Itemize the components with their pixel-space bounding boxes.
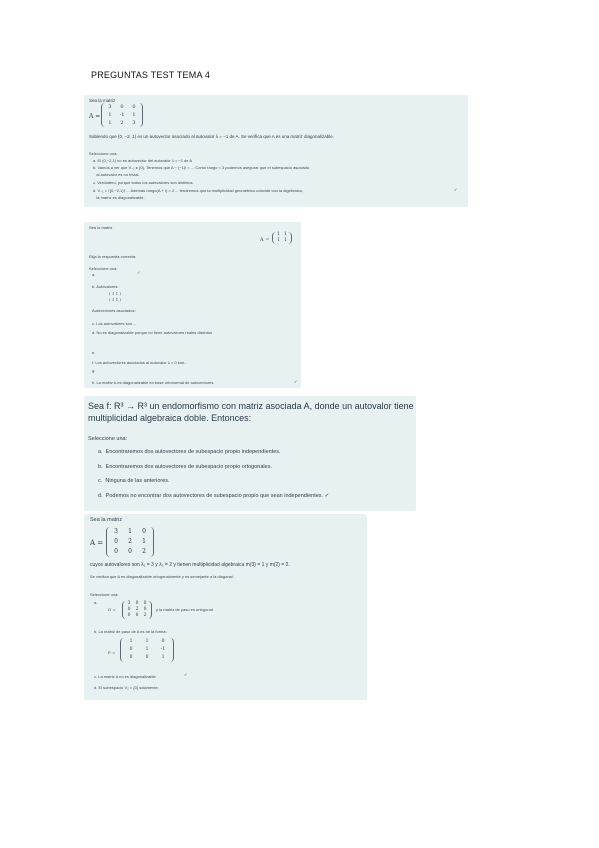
q2-matrix-label: A = — [260, 237, 270, 243]
q1-option[interactable] — [93, 180, 194, 186]
q3-option-text: Podemos no encontrar dos autovectores de subespacio propio que sean independientes. — [105, 493, 324, 499]
q4-opt-b-label: P = — [108, 650, 116, 655]
q1-matrix-cell: 0 — [120, 104, 124, 110]
q4-opt-b-matrix-cell: -1 — [160, 647, 166, 652]
q4-opt-a-matrix-cell: 0 — [127, 613, 131, 618]
q4-matrix-cell: 0 — [128, 548, 132, 555]
check-icon: ✓ — [294, 379, 298, 384]
check-icon: ✓ — [137, 270, 141, 275]
q1-option[interactable] — [93, 158, 192, 164]
q2-line-a[interactable]: a. — [92, 272, 96, 277]
question-3-panel — [84, 396, 416, 511]
q4-opt-a-text: y la matriz de paso es ortogonal — [156, 607, 213, 612]
q3-option[interactable] — [98, 448, 281, 456]
q4-matrix-cell: 1 — [128, 528, 132, 535]
q1-matrix-label: A = — [89, 113, 101, 120]
q4-opt-a-matrix-cell: 2 — [135, 607, 139, 612]
q2-matrix-cell: 1 — [277, 238, 280, 243]
q4-matrix-cell: 3 — [114, 528, 118, 535]
q4-opt-a-label: D = — [108, 607, 116, 612]
q4-matrix-cell: 2 — [128, 538, 132, 545]
q4-opt-b-matrix-cell: 0 — [129, 655, 133, 660]
q4-opt-c-text[interactable]: c. La matriz A no es diagonalizable. — [94, 674, 157, 679]
check-icon: ✓ — [184, 672, 188, 677]
q2-line-f[interactable]: f. Los autovectores asociados al autovalor λ = 0 son... — [92, 360, 188, 365]
q1-option-text: El (0,−2,1) no es autovector del autovalor λ = −1 de A — [97, 158, 193, 163]
q2-matrix — [272, 232, 292, 244]
q3-option[interactable] — [98, 492, 329, 500]
q3-option-text: Encontraremos dos autovectores de subespacio propio ortogonales. — [105, 464, 272, 470]
q4-matrix-cell: 1 — [142, 538, 146, 545]
q4-opt-b-matrix-cell: 1 — [129, 639, 133, 644]
q4-opt-b-matrix — [120, 638, 174, 662]
q1-matrix-cell: 2 — [120, 120, 124, 126]
q1-option-text: la matriz es diagonalizable. — [96, 195, 145, 200]
q1-option-letter: a. — [93, 158, 98, 163]
q3-option-letter: d. — [98, 493, 106, 499]
q4-statement: cuyos autovalores son λ₁ = 3 y λ₂ = 2 y tienen multiplicidad algebraica m(3) = 1 y m(2) = 2. — [90, 562, 290, 568]
q4-opt-a-matrix-cell: 2 — [143, 613, 147, 618]
q4-opt-a-letter[interactable]: a. — [94, 600, 98, 605]
q1-option — [93, 195, 145, 201]
q2-line-h[interactable]: h. La matriz A es diagonalizable en base ortonormal de autovectores. — [92, 380, 215, 385]
q2-line-b[interactable]: b. Autovalores: — [92, 284, 119, 289]
q4-matrix-cell: 0 — [142, 528, 146, 535]
q4-opt-a-matrix-cell: 0 — [135, 613, 139, 618]
q1-option-text: al autovalor es no trivial. — [96, 172, 140, 177]
q1-option-letter: d. — [93, 188, 98, 193]
question-1-panel — [84, 95, 468, 207]
q1-select-label: Seleccione una: — [89, 151, 118, 156]
q4-opt-a-matrix-cell: 0 — [127, 607, 131, 612]
q4-opt-b-matrix-cell: 1 — [161, 655, 165, 660]
q3-option-text: Encontraremos dos autovectores de subespacio propio independientes. — [105, 449, 281, 455]
q2-line-d[interactable]: d. No es diagonalizable porque no tiene autovalores reales distintos — [92, 330, 213, 335]
q1-option-letter: c. — [93, 180, 98, 185]
q1-intro: Sea la matriz — [89, 98, 116, 103]
q4-opt-b-matrix-cell: 0 — [145, 655, 149, 660]
q3-option-letter: c. — [98, 478, 106, 484]
q4-opt-a-matrix-cell: 3 — [127, 601, 131, 606]
q4-select-label: Seleccione una: — [90, 592, 119, 597]
q3-statement-line1: Sea f: R³ → R³ un endomorfismo con matriz asociada A, donde un autovalor tiene — [88, 401, 414, 411]
q1-matrix-cell: 3 — [108, 104, 112, 110]
q4-statement2: Se verifica que A es diagonalizable ortogonalmente y es semejante a la diagonal: — [90, 574, 234, 579]
q3-option-text: Ninguna de las anteriores. — [105, 478, 170, 484]
q2-line-c[interactable]: c. Los autovalores son ... — [92, 321, 137, 326]
q4-opt-a-matrix-cell: 0 — [135, 601, 139, 606]
q1-matrix-cell: 1 — [108, 120, 112, 126]
q3-option[interactable] — [98, 463, 272, 471]
q1-matrix-cell: -1 — [119, 112, 125, 118]
q3-option-letter: b. — [98, 464, 106, 470]
question-4-panel — [84, 514, 367, 700]
q4-opt-b-matrix-cell: 0 — [129, 647, 133, 652]
q4-opt-a-matrix — [122, 601, 152, 619]
q1-statement: Sabiendo que (0, −2, 1) es un autovector asociado al autovalor λ = −1 de A. Se verifica que A es una matriz diagonalizable. — [89, 134, 335, 139]
check-icon: ✓ — [323, 493, 330, 499]
q4-opt-a-matrix-cell: 0 — [143, 607, 147, 612]
q2-intro: Sea la matriz — [89, 225, 113, 230]
q3-select-label: Seleccione una: — [88, 436, 128, 442]
q4-matrix-label: A = — [90, 539, 104, 547]
q4-intro: Sea la matriz — [90, 517, 123, 523]
q1-matrix-cell: 1 — [132, 112, 136, 118]
q3-option-letter: a. — [98, 449, 106, 455]
q4-matrix — [106, 527, 154, 557]
q3-statement-line2: multiplicidad algebraica doble. Entonces: — [88, 413, 252, 423]
q2-matrix-cell: 1 — [277, 232, 280, 237]
q2-select-label: Seleccione una: — [89, 266, 118, 271]
q1-matrix-cell: 0 — [132, 104, 136, 110]
q1-option-letter: b. — [93, 165, 98, 170]
q1-option-text: V₋₁ = ⟨(0,−2,1)⟩ ... Además rango(A + I) = 2 ... tendremos que la multiplicidad geométrica coincide con la algebraica, — [97, 188, 303, 193]
q1-matrix-cell: 1 — [108, 112, 112, 118]
question-2-panel — [84, 222, 301, 388]
q4-matrix-cell: 0 — [114, 538, 118, 545]
q2-line-g[interactable]: g. — [92, 368, 96, 373]
q1-option-text: Verdadero, porque todos los autovalores son distintos. — [97, 180, 194, 185]
q4-opt-a-matrix-cell: 0 — [143, 601, 147, 606]
q4-matrix-cell: 2 — [142, 548, 146, 555]
q2-matrix-cell: 1 — [284, 238, 287, 243]
q4-opt-d-text[interactable]: d. El subespacio V₂ = {0} solamente. — [94, 685, 159, 690]
q2-matrix-cell: 1 — [284, 232, 287, 237]
page-title: PREGUNTAS TEST TEMA 4 — [91, 70, 211, 80]
q1-matrix-cell: 3 — [132, 120, 136, 126]
q2-prompt: Elija la respuesta correcta: — [89, 254, 137, 259]
q1-option-text: Vamos a ver que V₋₁ ≠ {0}. Tenemos que A − (−1)I = ... Como rango < 3 podemos asegurar que el subespacio asociado — [97, 165, 310, 170]
q2-line-e[interactable]: e. — [92, 350, 96, 355]
q1-option[interactable] — [93, 165, 309, 171]
q2-mini-matrix: ( 1 1 ) ( 1 1 ) — [109, 291, 122, 302]
q4-opt-b-matrix-cell: 1 — [145, 639, 149, 644]
q1-matrix — [101, 103, 143, 127]
q4-opt-b-matrix-cell: 1 — [145, 647, 149, 652]
q4-opt-b-text[interactable]: b. La matriz de paso de A es de la forma: — [94, 629, 167, 634]
q4-opt-b-matrix-cell: 0 — [161, 639, 165, 644]
check-icon: ✓ — [454, 187, 458, 192]
q1-option — [93, 172, 139, 178]
q2-line-vec: Autovectores asociados: — [92, 308, 136, 313]
q3-option[interactable] — [98, 477, 170, 485]
q4-matrix-cell: 0 — [114, 548, 118, 555]
q1-option[interactable] — [93, 188, 303, 194]
